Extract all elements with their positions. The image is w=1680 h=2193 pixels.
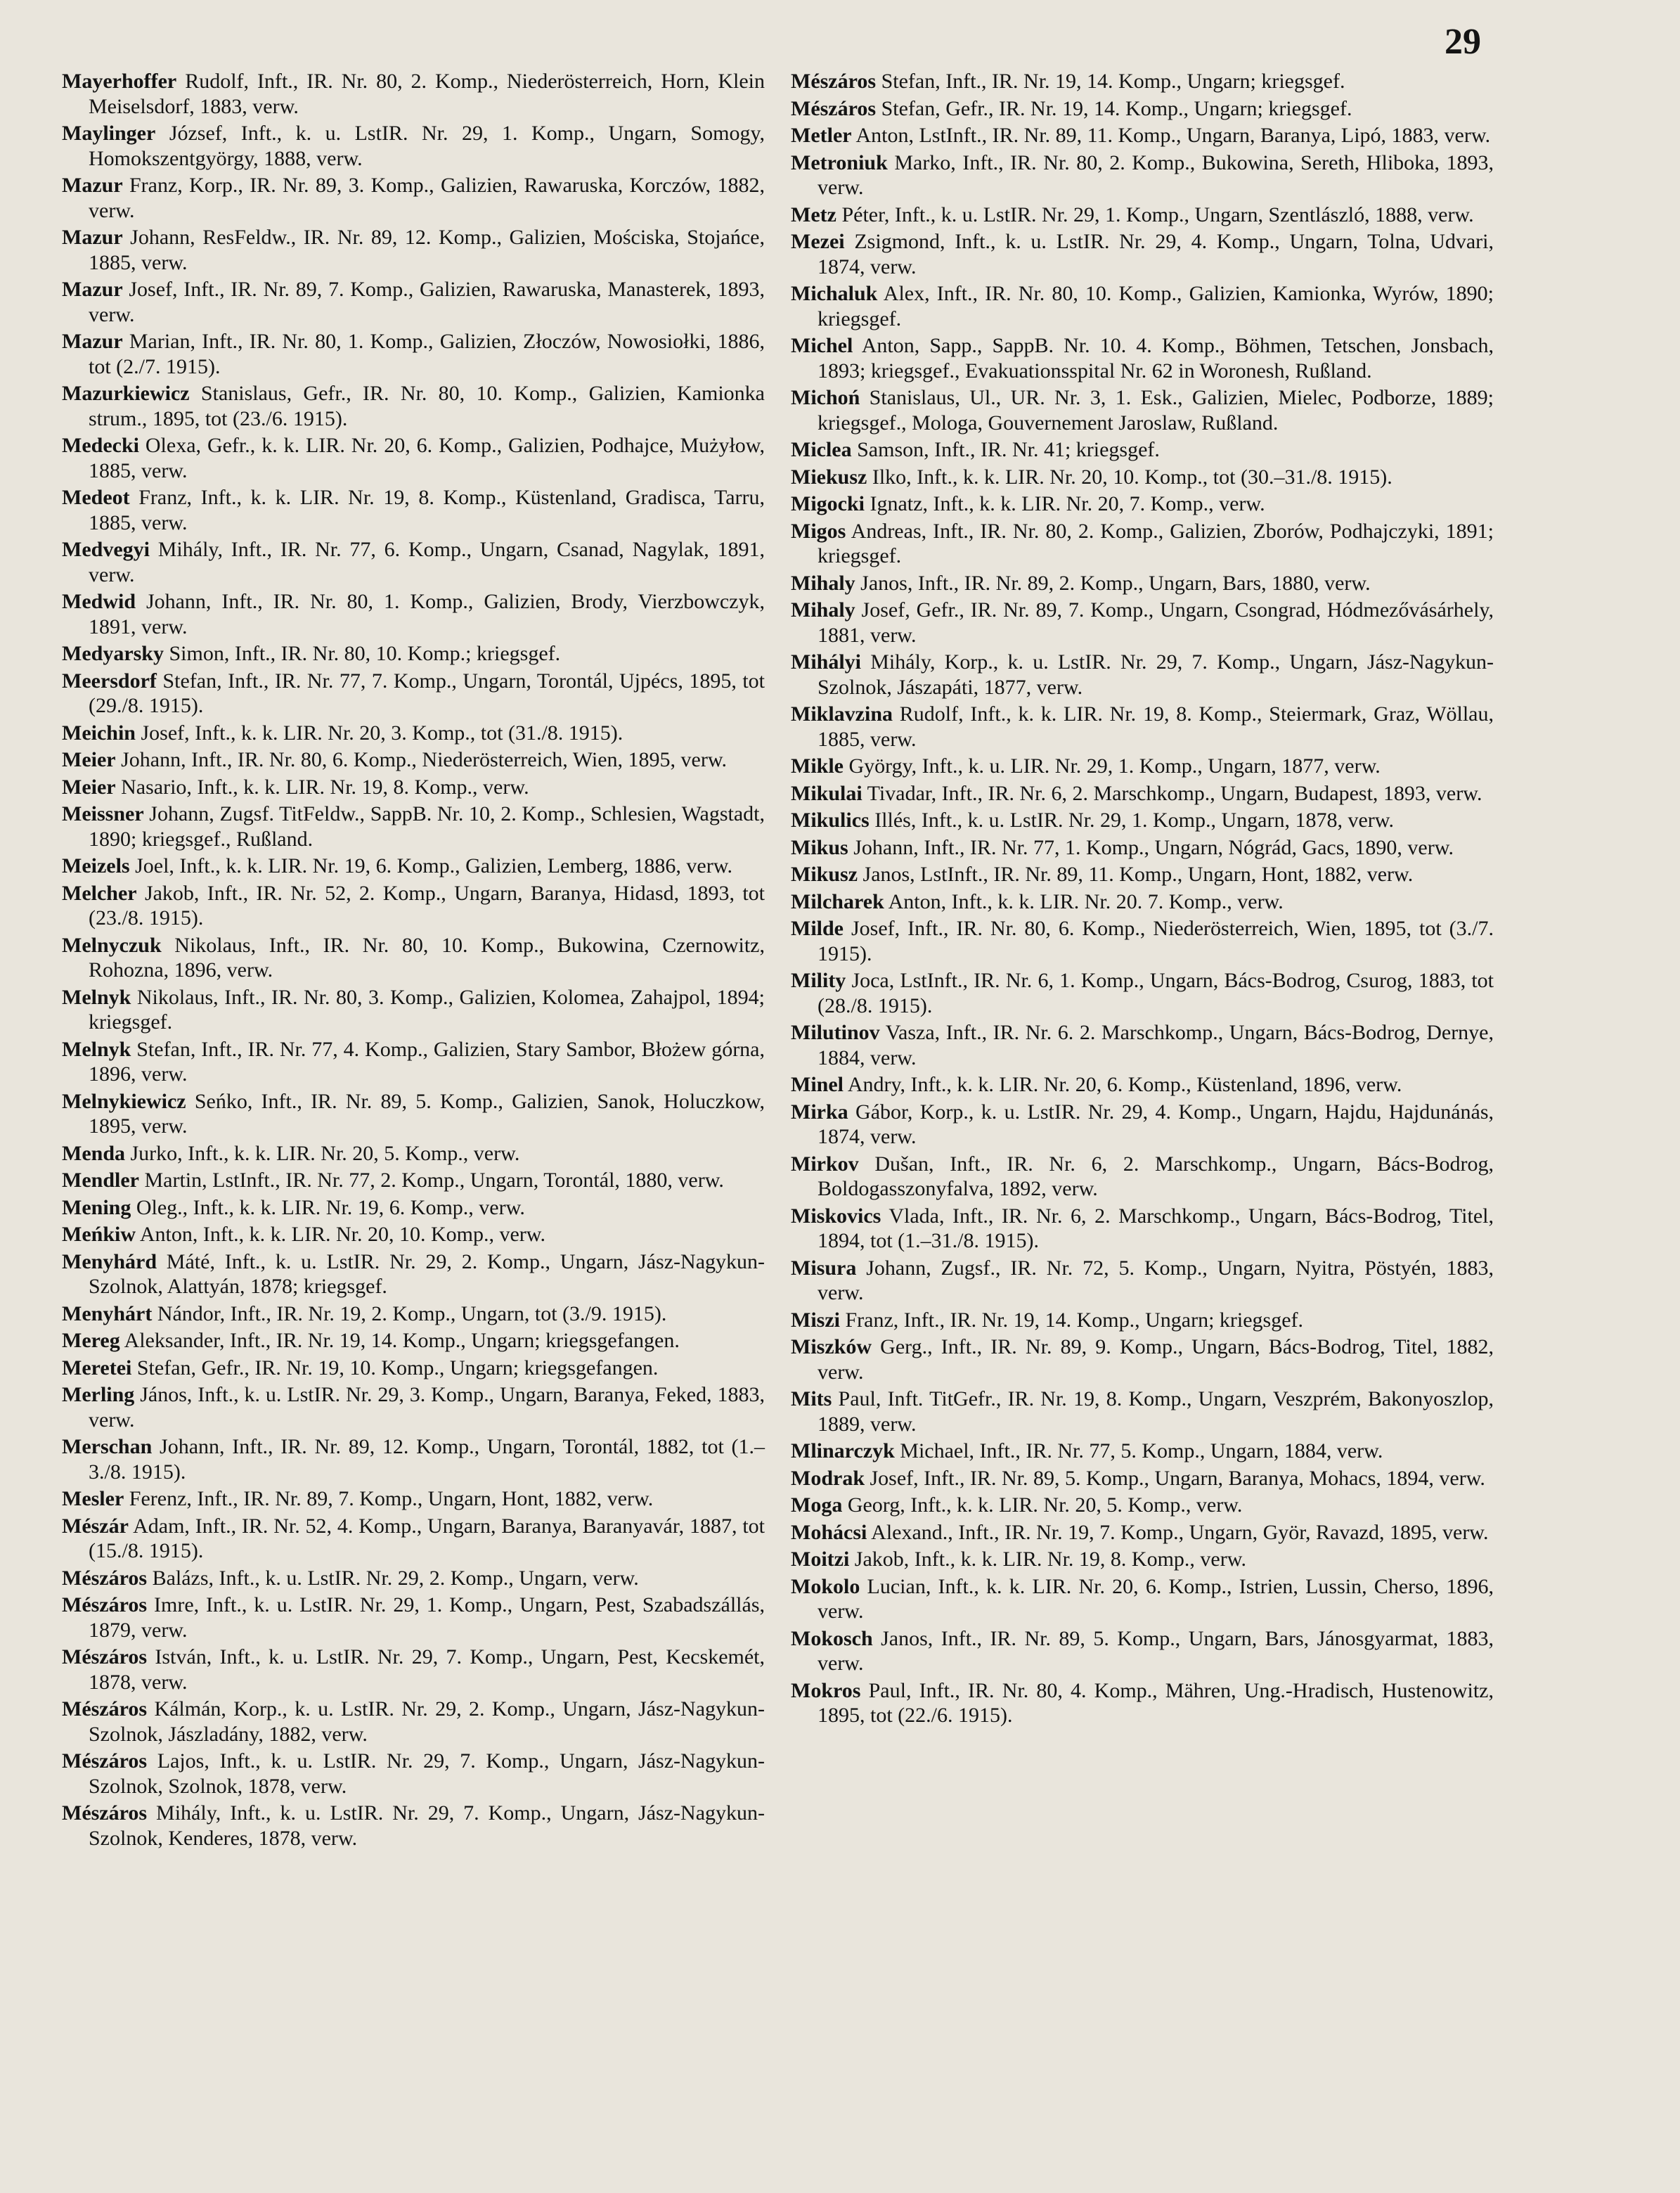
- entry-surname: Miskovics: [791, 1204, 881, 1228]
- entry-details: Alexand., Inft., IR. Nr. 19, 7. Komp., Ungarn, Györ, Ravazd, 1895, verw.: [867, 1520, 1489, 1544]
- entry-details: Adam, Inft., IR. Nr. 52, 4. Komp., Ungarn, Baranya, Baranyavár, 1887, tot (15./8. 1915).: [89, 1514, 765, 1562]
- entry-details: Seńko, Inft., IR. Nr. 89, 5. Komp., Galizien, Sanok, Holuczkow, 1895, verw.: [89, 1089, 765, 1138]
- entry-details: Tivadar, Inft., IR. Nr. 6, 2. Marschkomp., Ungarn, Budapest, 1893, verw.: [862, 781, 1482, 805]
- entry-details: Simon, Inft., IR. Nr. 80, 10. Komp.; kriegsgef.: [164, 642, 561, 665]
- list-entry: [62, 985, 765, 1035]
- entry-surname: Mikulai: [791, 781, 862, 805]
- entry-surname: Miklavzina: [791, 702, 893, 726]
- entry-surname: Maylinger: [62, 122, 156, 145]
- list-entry: [62, 721, 765, 746]
- list-entry: [791, 1256, 1494, 1306]
- list-entry: [62, 1801, 765, 1851]
- entry-surname: Mészáros: [62, 1749, 148, 1773]
- list-entry: [791, 1152, 1494, 1202]
- entry-surname: Meier: [62, 775, 116, 799]
- entry-details: Michael, Inft., IR. Nr. 77, 5. Komp., Ungarn, 1884, verw.: [894, 1439, 1383, 1462]
- list-entry: [62, 1382, 765, 1432]
- list-entry: [791, 437, 1494, 463]
- entry-details: Franz, Inft., IR. Nr. 19, 14. Komp., Ungarn; kriegsgef.: [839, 1308, 1304, 1332]
- entry-details: Andreas, Inft., IR. Nr. 80, 2. Komp., Galizien, Zborów, Podhajczyki, 1891; kriegsgef.: [818, 519, 1494, 567]
- entry-surname: Mokolo: [791, 1574, 860, 1598]
- list-entry: [791, 281, 1494, 331]
- list-entry: [791, 465, 1494, 490]
- entry-surname: Mokosch: [791, 1626, 873, 1650]
- list-entry: [62, 485, 765, 535]
- entry-details: Georg, Inft., k. k. LIR. Nr. 20, 5. Komp., verw.: [842, 1493, 1243, 1517]
- entry-surname: Migocki: [791, 492, 865, 515]
- list-entry: [62, 1356, 765, 1381]
- entry-surname: Mihaly: [791, 571, 855, 595]
- entry-details: Stefan, Inft., IR. Nr. 77, 4. Komp., Galizien, Stary Sambor, Błożew górna, 1896, verw.: [89, 1037, 765, 1086]
- list-entry: [62, 1089, 765, 1139]
- list-entry: [791, 491, 1494, 517]
- entry-details: Mihály, Inft., IR. Nr. 77, 6. Komp., Ungarn, Csanad, Nagylak, 1891, verw.: [89, 538, 765, 586]
- entry-details: Nikolaus, Inft., IR. Nr. 80, 3. Komp., Galizien, Kolomea, Zahajpol, 1894; kriegsgef.: [89, 985, 765, 1034]
- entry-surname: Mendler: [62, 1169, 139, 1192]
- entry-details: Johann, Inft., IR. Nr. 77, 1. Komp., Ungarn, Nógrád, Gacs, 1890, verw.: [848, 835, 1454, 859]
- entry-details: Imre, Inft., k. u. LstIR. Nr. 29, 1. Komp., Ungarn, Pest, Szabadszállás, 1879, verw.: [89, 1593, 765, 1642]
- entry-details: János, Inft., k. u. LstIR. Nr. 29, 3. Komp., Ungarn, Baranya, Feked, 1883, verw.: [89, 1383, 765, 1432]
- entry-details: Stefan, Gefr., IR. Nr. 19, 14. Komp., Ungarn; kriegsgef.: [876, 96, 1352, 120]
- entry-details: Anton, Inft., k. k. LIR. Nr. 20, 10. Komp., verw.: [136, 1223, 546, 1246]
- entry-surname: Mikle: [791, 754, 844, 778]
- list-entry: [62, 641, 765, 667]
- list-entry: [791, 150, 1494, 200]
- entry-surname: Mészáros: [791, 96, 877, 120]
- entry-details: Stefan, Inft., IR. Nr. 19, 14. Komp., Ungarn; kriegsgef.: [876, 70, 1345, 93]
- list-entry: [791, 202, 1494, 228]
- entry-surname: Mikulics: [791, 809, 870, 832]
- entry-details: Josef, Inft., k. k. LIR. Nr. 20, 3. Komp., tot (31./8. 1915).: [136, 721, 623, 745]
- entry-surname: Melcher: [62, 881, 137, 905]
- entry-surname: Mezei: [791, 230, 845, 253]
- list-entry: [791, 1072, 1494, 1098]
- entry-details: Vlada, Inft., IR. Nr. 6, 2. Marschkomp., Ungarn, Bács-Bodrog, Titel, 1894, tot (1.–31./8. 1915).: [818, 1204, 1494, 1252]
- list-entry: [791, 96, 1494, 122]
- entry-surname: Miekusz: [791, 465, 867, 489]
- entry-surname: Medyarsky: [62, 642, 164, 665]
- entry-surname: Mazur: [62, 330, 123, 353]
- entry-surname: Melnyk: [62, 1037, 131, 1061]
- entry-details: Lajos, Inft., k. u. LstIR. Nr. 29, 7. Komp., Ungarn, Jász-Nagykun-Szolnok, Szolnok, 1878, verw.: [89, 1749, 765, 1798]
- entry-details: Anton, LstInft., IR. Nr. 89, 11. Komp., Ungarn, Baranya, Lipó, 1883, verw.: [851, 124, 1491, 147]
- entry-details: István, Inft., k. u. LstIR. Nr. 29, 7. Komp., Ungarn, Pest, Kecskemét, 1878, verw.: [89, 1645, 765, 1694]
- entry-details: Péter, Inft., k. u. LstIR. Nr. 29, 1. Komp., Ungarn, Szentlászló, 1888, verw.: [836, 202, 1474, 226]
- list-entry: [791, 754, 1494, 779]
- entry-surname: Mihályi: [791, 650, 862, 674]
- list-entry: [791, 1308, 1494, 1333]
- entry-details: Stefan, Inft., IR. Nr. 77, 7. Komp., Ungarn, Torontál, Ujpécs, 1895, tot (29./8. 1915).: [89, 669, 765, 717]
- page-number: 29: [1445, 22, 1481, 62]
- list-entry: [62, 854, 765, 879]
- entry-details: Olexa, Gefr., k. k. LIR. Nr. 20, 6. Komp., Galizien, Podhajce, Mużyłow, 1885, verw.: [89, 434, 765, 482]
- entry-details: Gábor, Korp., k. u. LstIR. Nr. 29, 4. Komp., Ungarn, Hajdu, Hajdunánás, 1874, verw.: [818, 1100, 1494, 1148]
- entry-surname: Medwid: [62, 590, 136, 613]
- list-entry: [791, 862, 1494, 887]
- list-entry: [791, 835, 1494, 861]
- entry-surname: Metz: [791, 202, 836, 226]
- list-entry: [62, 1037, 765, 1087]
- entry-surname: Mlinarczyk: [791, 1439, 895, 1462]
- entry-surname: Mohácsi: [791, 1520, 867, 1544]
- list-entry: [62, 537, 765, 587]
- list-entry: [62, 381, 765, 431]
- entry-details: Janos, Inft., IR. Nr. 89, 2. Komp., Ungarn, Bars, 1880, verw.: [855, 571, 1371, 595]
- list-entry: [62, 69, 765, 119]
- list-entry: [791, 69, 1494, 94]
- list-entry: [791, 571, 1494, 596]
- list-entry: [62, 1566, 765, 1591]
- entry-surname: Mészáros: [62, 1801, 148, 1825]
- list-entry: [791, 519, 1494, 569]
- entry-details: Nikolaus, Inft., IR. Nr. 80, 10. Komp., Bukowina, Czernowitz, Rohozna, 1896, verw.: [89, 933, 765, 982]
- entry-details: Johann, Zugsf., IR. Nr. 72, 5. Komp., Ungarn, Nyitra, Pöstyén, 1883, verw.: [818, 1256, 1494, 1304]
- entry-surname: Milcharek: [791, 889, 884, 913]
- list-entry: [791, 385, 1494, 435]
- entry-details: Samson, Inft., IR. Nr. 41; kriegsgef.: [851, 438, 1160, 461]
- entry-surname: Metroniuk: [791, 150, 888, 174]
- entry-details: Paul, Inft. TitGefr., IR. Nr. 19, 8. Komp., Ungarn, Veszprém, Bakonyoszlop, 1889, verw.: [818, 1387, 1494, 1436]
- list-entry: [62, 225, 765, 275]
- entry-surname: Menyhárd: [62, 1249, 157, 1273]
- list-entry: [62, 881, 765, 931]
- list-entry: [791, 1466, 1494, 1491]
- entry-surname: Miclea: [791, 438, 852, 461]
- entry-surname: Migos: [791, 519, 846, 543]
- list-entry: [62, 1195, 765, 1221]
- entry-details: Janos, Inft., IR. Nr. 89, 5. Komp., Ungarn, Bars, Jánosgyarmat, 1883, verw.: [818, 1626, 1494, 1675]
- list-entry: [62, 1749, 765, 1799]
- list-entry: [62, 1141, 765, 1166]
- entry-surname: Mesler: [62, 1487, 124, 1510]
- list-entry: [62, 1697, 765, 1747]
- entry-surname: Mészáros: [791, 70, 877, 93]
- entry-surname: Michoń: [791, 386, 860, 409]
- entry-details: Josef, Gefr., IR. Nr. 89, 7. Komp., Ungarn, Csongrad, Hódmezővásárhely, 1881, verw.: [818, 598, 1494, 647]
- list-entry: [62, 802, 765, 851]
- entry-details: Ignatz, Inft., k. k. LIR. Nr. 20, 7. Komp., verw.: [865, 492, 1265, 515]
- entry-details: Mihály, Korp., k. u. LstIR. Nr. 29, 7. Komp., Ungarn, Jász-Nagykun-Szolnok, Jászapáti, 1877, verw.: [818, 650, 1494, 699]
- list-entry: [62, 121, 765, 171]
- entry-surname: Mazurkiewicz: [62, 382, 190, 405]
- list-entry: [791, 1678, 1494, 1728]
- list-entry: [62, 1328, 765, 1353]
- list-entry: [791, 781, 1494, 806]
- list-entry: [791, 889, 1494, 915]
- list-entry: [791, 1100, 1494, 1150]
- entry-details: György, Inft., k. u. LIR. Nr. 29, 1. Komp., Ungarn, 1877, verw.: [844, 754, 1381, 778]
- entry-surname: Medeot: [62, 486, 130, 509]
- entry-surname: Moga: [791, 1493, 843, 1517]
- entry-details: Johann, Inft., IR. Nr. 89, 12. Komp., Ungarn, Torontál, 1882, tot (1.–3./8. 1915).: [89, 1435, 765, 1484]
- entry-details: Rudolf, Inft., k. k. LIR. Nr. 19, 8. Komp., Steiermark, Graz, Wöllau, 1885, verw.: [818, 702, 1494, 751]
- entry-details: Janos, LstInft., IR. Nr. 89, 11. Komp., Ungarn, Hont, 1882, verw.: [858, 863, 1414, 886]
- entry-surname: Mészáros: [62, 1645, 148, 1668]
- entry-surname: Misura: [791, 1256, 857, 1280]
- entry-surname: Mészár: [62, 1514, 129, 1538]
- entry-details: Marian, Inft., IR. Nr. 80, 1. Komp., Galizien, Złoczów, Nowosiołki, 1886, tot (2./7. 1915).: [89, 330, 765, 378]
- entry-surname: Meńkiw: [62, 1223, 136, 1246]
- entry-surname: Medecki: [62, 434, 139, 457]
- entry-details: Johann, ResFeldw., IR. Nr. 89, 12. Komp., Galizien, Mościska, Stojańce, 1885, verw.: [89, 226, 765, 274]
- list-entry: [791, 1020, 1494, 1070]
- list-entry: [62, 1434, 765, 1484]
- list-entry: [62, 1301, 765, 1327]
- entry-surname: Mikusz: [791, 863, 858, 886]
- entry-surname: Meizels: [62, 854, 130, 877]
- right-column: [791, 69, 1494, 1730]
- list-entry: [791, 229, 1494, 279]
- entry-surname: Mokros: [791, 1678, 861, 1702]
- entry-surname: Mikus: [791, 835, 848, 859]
- entry-details: Johann, Inft., IR. Nr. 80, 6. Komp., Niederösterreich, Wien, 1895, verw.: [115, 748, 728, 771]
- entry-details: Mihály, Inft., k. u. LstIR. Nr. 29, 7. Komp., Ungarn, Jász-Nagykun-Szolnok, Kenderes, 1878, verw.: [89, 1801, 765, 1850]
- entry-surname: Mihaly: [791, 598, 855, 622]
- list-entry: [62, 669, 765, 719]
- entry-details: Vasza, Inft., IR. Nr. 6. 2. Marschkomp., Ungarn, Bács-Bodrog, Dernye, 1884, verw.: [818, 1021, 1494, 1069]
- entry-surname: Mazur: [62, 174, 123, 197]
- entry-details: Joel, Inft., k. k. LIR. Nr. 19, 6. Komp., Galizien, Lemberg, 1886, verw.: [129, 854, 732, 877]
- entry-surname: Meretei: [62, 1356, 132, 1380]
- left-column: [62, 69, 765, 1853]
- list-entry: [62, 747, 765, 773]
- entry-details: Jakob, Inft., IR. Nr. 52, 2. Komp., Ungarn, Baranya, Hidasd, 1893, tot (23./8. 1915).: [89, 881, 765, 930]
- list-entry: [62, 589, 765, 639]
- list-entry: [791, 598, 1494, 648]
- entry-details: Marko, Inft., IR. Nr. 80, 2. Komp., Bukowina, Sereth, Hliboka, 1893, verw.: [818, 150, 1494, 199]
- entry-surname: Minel: [791, 1073, 844, 1096]
- list-entry: [62, 933, 765, 983]
- entry-surname: Modrak: [791, 1466, 865, 1490]
- entry-details: Lucian, Inft., k. k. LIR. Nr. 20, 6. Komp., Istrien, Lussin, Cherso, 1896, verw.: [818, 1574, 1494, 1623]
- list-entry: [62, 433, 765, 483]
- entry-details: Josef, Inft., IR. Nr. 89, 7. Komp., Galizien, Rawaruska, Manasterek, 1893, verw.: [89, 278, 765, 326]
- entry-surname: Metler: [791, 124, 852, 147]
- entry-details: Ferenz, Inft., IR. Nr. 89, 7. Komp., Ungarn, Hont, 1882, verw.: [124, 1487, 654, 1510]
- list-entry: [62, 173, 765, 223]
- entry-surname: Mits: [791, 1387, 832, 1410]
- entry-surname: Merschan: [62, 1435, 153, 1458]
- entry-details: Zsigmond, Inft., k. u. LstIR. Nr. 29, 4. Komp., Ungarn, Tolna, Udvari, 1874, verw.: [818, 230, 1494, 278]
- entry-details: Paul, Inft., IR. Nr. 80, 4. Komp., Mähren, Ung.-Hradisch, Hustenowitz, 1895, tot (22./6. 1915).: [818, 1678, 1494, 1727]
- list-entry: [62, 775, 765, 800]
- entry-surname: Milde: [791, 917, 844, 940]
- list-entry: [791, 702, 1494, 752]
- entry-surname: Milutinov: [791, 1021, 880, 1044]
- list-entry: [62, 1249, 765, 1299]
- entry-surname: Melnyczuk: [62, 933, 162, 957]
- entry-details: Balázs, Inft., k. u. LstIR. Nr. 29, 2. Komp., Ungarn, verw.: [147, 1566, 639, 1590]
- entry-details: Stanislaus, Ul., UR. Nr. 3, 1. Esk., Galizien, Mielec, Podborze, 1889; kriegsgef., Mologa, Gouvernement Jaroslaw, Rußland.: [818, 386, 1494, 435]
- list-entry: [791, 1387, 1494, 1436]
- entry-details: Franz, Korp., IR. Nr. 89, 3. Komp., Galizien, Rawaruska, Korczów, 1882, verw.: [89, 174, 765, 222]
- list-entry: [791, 333, 1494, 383]
- entry-surname: Mészáros: [62, 1593, 148, 1616]
- list-entry: [791, 1439, 1494, 1464]
- entry-surname: Miszków: [791, 1335, 872, 1358]
- list-entry: [791, 1626, 1494, 1676]
- entry-surname: Mility: [791, 969, 846, 992]
- entry-details: Anton, Inft., k. k. LIR. Nr. 20. 7. Komp., verw.: [884, 889, 1284, 913]
- entry-details: Rudolf, Inft., IR. Nr. 80, 2. Komp., Niederösterreich, Horn, Klein Meiselsdorf, 1883, verw.: [89, 70, 765, 118]
- entry-details: Johann, Zugsf. TitFeldw., SappB. Nr. 10, 2. Komp., Schlesien, Wagstadt, 1890; kriegsgef., Rußland.: [89, 802, 765, 851]
- entry-surname: Mészáros: [62, 1697, 148, 1721]
- entry-details: Josef, Inft., IR. Nr. 89, 5. Komp., Ungarn, Baranya, Mohacs, 1894, verw.: [865, 1466, 1485, 1490]
- entry-details: Ilko, Inft., k. k. LIR. Nr. 20, 10. Komp., tot (30.–31./8. 1915).: [867, 465, 1393, 489]
- entry-details: Martin, LstInft., IR. Nr. 77, 2. Komp., Ungarn, Torontál, 1880, verw.: [138, 1169, 724, 1192]
- entry-surname: Meissner: [62, 802, 144, 825]
- entry-details: Oleg., Inft., k. k. LIR. Nr. 19, 6. Komp., verw.: [131, 1195, 525, 1219]
- entry-surname: Mészáros: [62, 1566, 148, 1590]
- entry-surname: Melnyk: [62, 985, 131, 1009]
- entry-details: Kálmán, Korp., k. u. LstIR. Nr. 29, 2. Komp., Ungarn, Jász-Nagykun-Szolnok, Jászladány, 1882, verw.: [89, 1697, 765, 1746]
- entry-surname: Mereg: [62, 1329, 120, 1352]
- entry-details: Johann, Inft., IR. Nr. 80, 1. Komp., Galizien, Brody, Vierzbowczyk, 1891, verw.: [89, 590, 765, 638]
- list-entry: [62, 329, 765, 379]
- entry-details: Joca, LstInft., IR. Nr. 6, 1. Komp., Ungarn, Bács-Bodrog, Csurog, 1883, tot (28./8. 1915).: [818, 969, 1494, 1017]
- entry-surname: Meersdorf: [62, 669, 157, 693]
- list-entry: [62, 1222, 765, 1247]
- list-entry: [791, 650, 1494, 700]
- entry-details: Anton, Sapp., SappB. Nr. 10. 4. Komp., Böhmen, Tetschen, Jonsbach, 1893; kriegsgef., Evakuationsspital Nr. 62 in Woronesh, Rußland.: [818, 334, 1494, 382]
- entry-details: Jakob, Inft., k. k. LIR. Nr. 19, 8. Komp., verw.: [849, 1548, 1246, 1571]
- list-entry: [62, 277, 765, 327]
- list-entry: [791, 808, 1494, 833]
- entry-surname: Meichin: [62, 721, 136, 745]
- entry-details: Nándor, Inft., IR. Nr. 19, 2. Komp., Ungarn, tot (3./9. 1915).: [152, 1301, 667, 1325]
- entry-surname: Mening: [62, 1195, 131, 1219]
- entry-surname: Mirka: [791, 1100, 848, 1124]
- entry-surname: Mayerhoffer: [62, 70, 177, 93]
- list-entry: [62, 1645, 765, 1694]
- entry-surname: Menda: [62, 1141, 125, 1165]
- list-entry: [62, 1514, 765, 1564]
- entry-details: Stefan, Gefr., IR. Nr. 19, 10. Komp., Ungarn; kriegsgefangen.: [131, 1356, 659, 1380]
- entry-details: Nasario, Inft., k. k. LIR. Nr. 19, 8. Komp., verw.: [115, 775, 529, 799]
- list-entry: [791, 916, 1494, 966]
- entry-surname: Merling: [62, 1383, 135, 1406]
- entry-details: Franz, Inft., k. k. LIR. Nr. 19, 8. Komp., Küstenland, Gradisca, Tarru, 1885, verw.: [89, 486, 765, 534]
- entry-details: Gerg., Inft., IR. Nr. 89, 9. Komp., Ungarn, Bács-Bodrog, Titel, 1882, verw.: [818, 1335, 1494, 1384]
- entry-surname: Moitzi: [791, 1548, 850, 1571]
- entry-surname: Mazur: [62, 226, 123, 249]
- entry-details: Aleksander, Inft., IR. Nr. 19, 14. Komp., Ungarn; kriegsgefangen.: [119, 1329, 680, 1352]
- entry-surname: Melnykiewicz: [62, 1089, 186, 1113]
- entry-details: Andry, Inft., k. k. LIR. Nr. 20, 6. Komp., Küstenland, 1896, verw.: [844, 1073, 1402, 1096]
- entry-surname: Mirkov: [791, 1152, 859, 1176]
- list-entry: [791, 968, 1494, 1018]
- entry-details: Josef, Inft., IR. Nr. 80, 6. Komp., Niederösterreich, Wien, 1895, tot (3./7. 1915).: [818, 917, 1494, 965]
- entry-details: Máté, Inft., k. u. LstIR. Nr. 29, 2. Komp., Ungarn, Jász-Nagykun-Szolnok, Alattyán, 1878; kriegsgef.: [89, 1249, 765, 1298]
- list-entry: [791, 1335, 1494, 1384]
- list-entry: [62, 1593, 765, 1642]
- entry-surname: Mazur: [62, 278, 123, 301]
- entry-details: Jurko, Inft., k. k. LIR. Nr. 20, 5. Komp., verw.: [125, 1141, 520, 1165]
- entry-surname: Meier: [62, 748, 116, 771]
- entry-details: Alex, Inft., IR. Nr. 80, 10. Komp., Galizien, Kamionka, Wyrów, 1890; kriegsgef.: [818, 282, 1494, 330]
- entry-details: Dušan, Inft., IR. Nr. 6, 2. Marschkomp., Ungarn, Bács-Bodrog, Boldogasszonyfalva, 1892, verw.: [818, 1152, 1494, 1200]
- list-entry: [791, 1574, 1494, 1624]
- entry-details: Stanislaus, Gefr., IR. Nr. 80, 10. Komp., Galizien, Kamionka strum., 1895, tot (23./6. 1915).: [89, 382, 765, 430]
- entry-surname: Medvegyi: [62, 538, 150, 561]
- list-entry: [791, 123, 1494, 148]
- list-entry: [791, 1547, 1494, 1572]
- entry-surname: Michaluk: [791, 282, 878, 305]
- list-entry: [62, 1168, 765, 1193]
- list-entry: [62, 1486, 765, 1512]
- list-entry: [791, 1493, 1494, 1518]
- entry-surname: Michel: [791, 334, 853, 357]
- entry-details: József, Inft., k. u. LstIR. Nr. 29, 1. Komp., Ungarn, Somogy, Homokszentgyörgy, 1888, verw.: [89, 122, 765, 170]
- entry-details: Illés, Inft., k. u. LstIR. Nr. 29, 1. Komp., Ungarn, 1878, verw.: [869, 809, 1394, 832]
- entry-surname: Miszi: [791, 1308, 840, 1332]
- list-entry: [791, 1520, 1494, 1545]
- entry-surname: Menyhárt: [62, 1301, 153, 1325]
- list-entry: [791, 1204, 1494, 1254]
